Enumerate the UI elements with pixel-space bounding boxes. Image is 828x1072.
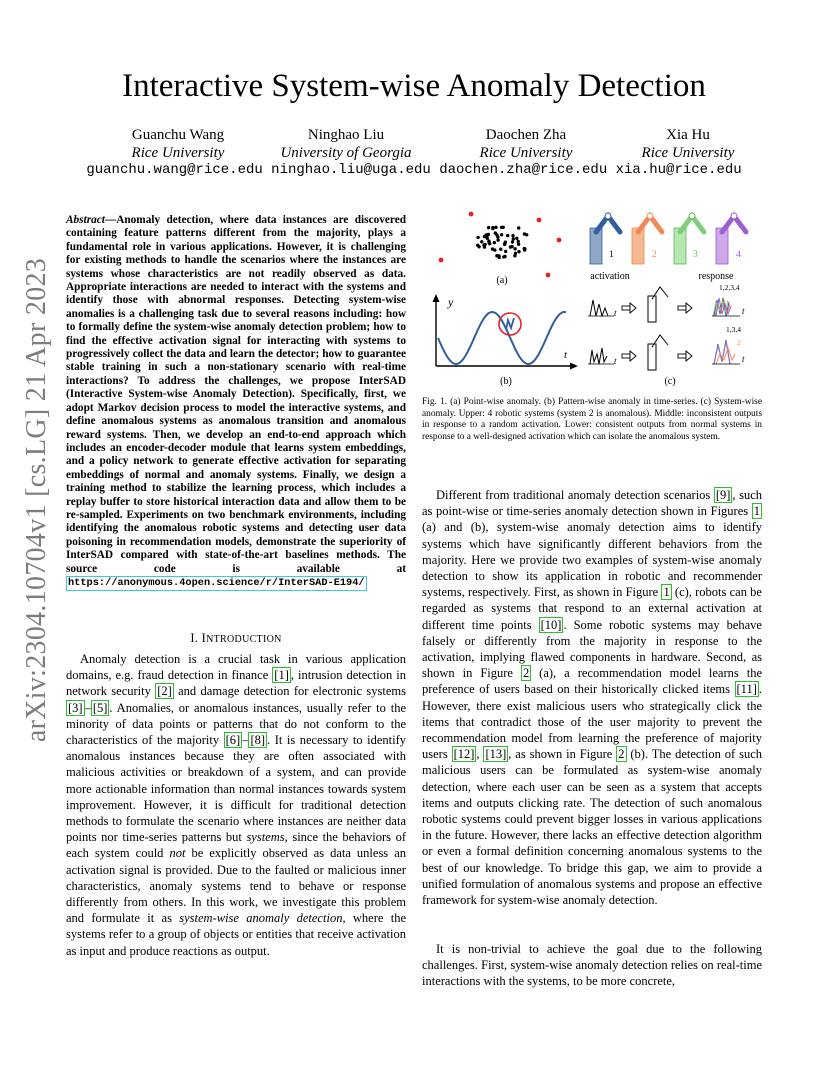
anomaly-point [469,212,474,217]
normal-point [483,243,486,246]
response-legend-anomalous: 2 [737,338,741,347]
normal-point [517,240,520,243]
normal-point [486,237,489,240]
axis-label-t: t [564,349,568,361]
anomaly-point [537,218,542,223]
robot-4 [716,213,746,264]
emphasis-text: system-wise anomaly detection [179,911,343,926]
arxiv-stamp [0,0,70,1072]
figure-label-b: (b) [500,376,512,387]
normal-point [514,252,517,255]
normal-point [517,226,520,229]
designed-activation-signal [590,348,607,364]
citation-link[interactable]: 1 [663,585,670,600]
normal-point [485,233,488,236]
response-t-label: t [742,306,745,316]
normal-point [500,226,503,229]
author-3 [436,126,616,162]
normal-point [500,233,503,236]
emphasis-text: systems [246,830,285,845]
citation-link[interactable]: 2 [522,666,530,681]
normal-point [513,247,516,250]
author-emails: guanchu.wang@rice.edu ninghao.liu@uga.edu daochen.zha@rice.edu xia.hu@rice.edu [86,162,742,178]
normal-point [487,241,490,244]
author-affiliation: University of Georgia [280,145,412,161]
body-text: Anomaly detection is a crucial task in various application domains, e.g. fraud detection in finance [66,652,406,683]
citation-link[interactable]: 2 [618,747,625,762]
abstract [66,214,406,591]
body-text: – [242,733,249,748]
body-text: – [84,700,91,715]
robot-3 [674,213,704,264]
time-series-line [438,312,566,364]
normal-points-cluster [476,226,528,260]
section-number: I. [190,631,199,645]
author-name: Guanchu Wang [131,127,225,143]
robot-outline-icon [648,335,668,370]
body-text: It is non-trivial to achieve the goal due to the following challenges. First, system-wise anomaly detection relies on real-time interactions with the systems, to be more concrete, [422,942,762,989]
normal-point [498,256,501,259]
body-text: and damage detection for electronic systems [173,684,407,699]
normal-point [494,231,497,234]
normal-point [509,245,512,248]
figure-label-a: (a) [496,275,508,286]
body-text: . Some robotic systems may behave falsely or differently from the majority in response to the activation, implying flawed components in hardware. Second, as shown in Figure [422,617,762,681]
abstract-lead: Abstract [66,214,105,226]
body-text: , where the systems refer to a group of objects or entities that receive activation as input and produce reactions as output. [66,911,407,958]
body-text: , intrusion detection in network security [66,668,406,699]
citation-link[interactable]: [2] [157,684,172,699]
arxiv-id: arXiv:2304.10704v1 [cs.LG] 21 Apr 2023 [21,257,52,743]
response-legend: 1,3,4 [726,325,741,334]
citation-link[interactable]: [8] [250,733,266,748]
activation-label: activation [590,271,630,282]
introduction-paragraph-2 [422,487,762,908]
author-4 [598,126,778,162]
normal-point [523,248,526,251]
paper-title: Interactive System-wise Anomaly Detection [122,68,706,104]
author-affiliation: Rice University [479,145,573,161]
robot-number: 2 [652,250,657,260]
anomaly-point [546,273,551,278]
normal-point [511,240,514,243]
author-name: Xia Hu [666,127,710,143]
citation-link[interactable]: [5] [92,700,108,715]
section-title-initial: I [201,631,207,645]
robot-number: 4 [736,250,741,260]
body-text: . Anomalies, or anomalous instances, usually refer to the minority of data points or patterns that do not conform to the characteristics of the majority [66,700,406,748]
normal-point [515,237,518,240]
arrow-icon [622,351,636,361]
random-activation-signal [590,300,608,316]
activation-t-label: t [614,356,617,366]
author-affiliation: Rice University [131,145,225,161]
anomalous-pattern [506,318,514,330]
body-text: (c), robots can be regarded as systems that respond to an external activation at different time points [422,585,762,632]
abstract-text: —Anomaly detection, where data instances are discovered containing feature patterns different from the majority, plays a fundamental role in various applications. However, it is challenging for existing methods to handle the scenarios where the instances are systems whose characteristics are not readily observed as data. Appropriate interactions are needed to interact with the systems and identify those with abnormal responses. Detecting system-wise anomalies is a challenging task due to several reasons including: how to formally define the system-wise anomaly detection problem; how to find the effective activation signal for interacting with systems to progressively collect the data and learn the detector; how to guarantee stable training in such a non-stationary scenario with real-time interactions? To address the challenges, we propose InterSAD (Interactive System-wise Anomaly Detection). Specifically, first, we adopt Markov decision process to model the interactive systems, and define anomalous systems as anomalous transition and anomalous reward systems. Then, we develop an end-to-end approach which includes an encoder-decoder module that learns system embeddings, and a policy network to generate effective activation for separating embeddings of normal and anomaly systems. Finally, we design a training method to stabilize the learning process, which includes a replay buffer to store historical interaction data and allow them to be re-sampled. Experiments on two benchmark environments, including identifying the anomalous robotic systems and detecting user data poisoning in recommendation models, demonstrate the superiority of InterSAD compared with state-of-the-art baselines methods. The source code is available at [66,214,406,575]
normal-point [493,241,496,244]
normal-point [491,226,494,229]
body-text: , as shown in Figure [508,747,617,762]
citation-link[interactable]: [12] [453,747,475,762]
author-name: Daochen Zha [485,127,567,143]
citation-link[interactable]: [3] [68,700,83,715]
normal-point [503,255,506,258]
response-label: response [698,271,734,282]
normal-point [499,248,502,251]
normal-point [476,244,479,247]
arrow-icon [678,303,692,313]
citation-link[interactable]: 1 [753,504,760,519]
anomaly-point [557,238,562,243]
normal-point [487,226,490,229]
normal-point [523,232,526,235]
body-text: be explicitly observed as data unless an activation signal is provided. Due to the faulted or malicious inner characteristics, anomaly systems tend to behave or response differently from others. In this work, we investigate this problem and formulate it as [66,846,406,926]
figure-1-caption: Fig. 1. (a) Point-wise anomaly. (b) Pattern-wise anomaly in time-series. (c) System-wise anomaly. Upper: 4 robotic systems (system 2 is anomalous). Middle: inconsistent outputs in response to a random activation. Lower: consistent outputs from normal systems in response to a well-designed activation which can isolate the anomalous system. [422,397,762,442]
y-axis-arrow [433,294,440,302]
citation-link[interactable]: [11] [736,682,757,697]
introduction-paragraph-3 [422,941,762,990]
author-affiliation: Rice University [641,145,735,161]
figure-1 [426,204,760,390]
citation-link[interactable]: [9] [715,488,731,502]
normal-point [511,234,514,237]
body-text: (a) and (b), system-wise anomaly detection aims to identify systems which have significantly different behaviors from the majority. Here we provide two examples of system-wise anomaly detection to show its application in robotic and recommender systems, respectively. First, as shown in Figure [422,520,762,600]
citation-link[interactable]: [6] [225,733,241,748]
body-text: , since the behaviors of each system could [66,830,406,861]
body-text: (a), a recommendation model learns the preference of users based on their historically clicked items [422,666,763,697]
body-text: Different from traditional anomaly detection scenarios [436,488,714,502]
response-t-label: t [742,354,745,364]
citation-link[interactable]: [1] [274,668,289,683]
normal-point [493,248,496,251]
robot-number: 3 [693,250,698,260]
body-text: . However, there exist malicious users who strategically click the items that contradict those of the user majority to prevent the recommendation model from learning the preference of majority users [422,682,762,762]
body-text: , [476,747,484,762]
author-name: Ninghao Liu [307,127,385,143]
robot-outline-icon [648,287,668,322]
normal-point [476,236,479,239]
normal-point [496,238,499,241]
normal-point [504,250,507,253]
figure-label-c: (c) [664,376,676,387]
citation-link[interactable]: [13] [485,747,507,762]
section-heading-introduction [66,631,406,646]
normal-point [512,237,515,240]
robot-number: 1 [609,250,614,260]
normal-point [506,234,509,237]
anomaly-point [439,258,444,263]
emphasis-text: not [169,846,186,861]
robot-2 [632,213,662,264]
t-axis-arrow [570,363,578,370]
body-text: (b). The detection of such malicious users can be formulated as system-wise anomaly detection, where each user can be seen as a system that accepts items and outputs clicking rate. The detection of such anomalous robotic systems could prevent bigger losses in various applications in the future. However, there lacks an effective detection algorithm or even a formal definition concerning anomalous systems to the best of our knowledge. To bridge this gap, we aim to provide a unified formulation of anomalous systems and propose an effective framework for system-wise anomaly detection. [422,747,762,908]
normal-point [494,226,497,229]
normal-point [480,240,483,243]
activation-t-label: t [614,308,617,318]
arrow-icon [678,351,692,361]
introduction-paragraph-1 [66,651,406,959]
response-wave-4 [714,341,730,364]
normal-point [504,241,507,244]
body-text: . It is necessary to identify anomalous instances because they are often associated with malicious activities or breakdown of a system, and can provide more actionable information than normal instances towards system improvement. However, it is difficult for traditional detection methods to formulate the scenario where instances are neither data points nor time-series patterns but [66,733,406,845]
source-code-link[interactable]: https://anonymous.4open.science/r/InterSAD-E194/ [66,576,367,591]
citation-link[interactable]: [10] [540,617,562,632]
arrow-icon [622,303,636,313]
axis-label-y: y [448,295,454,309]
robot-1 [590,213,620,264]
body-text: , such as point-wise or time-series anomaly detection shown in Figures [422,488,762,519]
normal-point [517,250,520,253]
section-title-rest: NTRODUCTION [206,634,282,645]
author-2 [256,126,436,162]
author-1 [88,126,268,162]
response-legend: 1,2,3,4 [719,283,740,292]
